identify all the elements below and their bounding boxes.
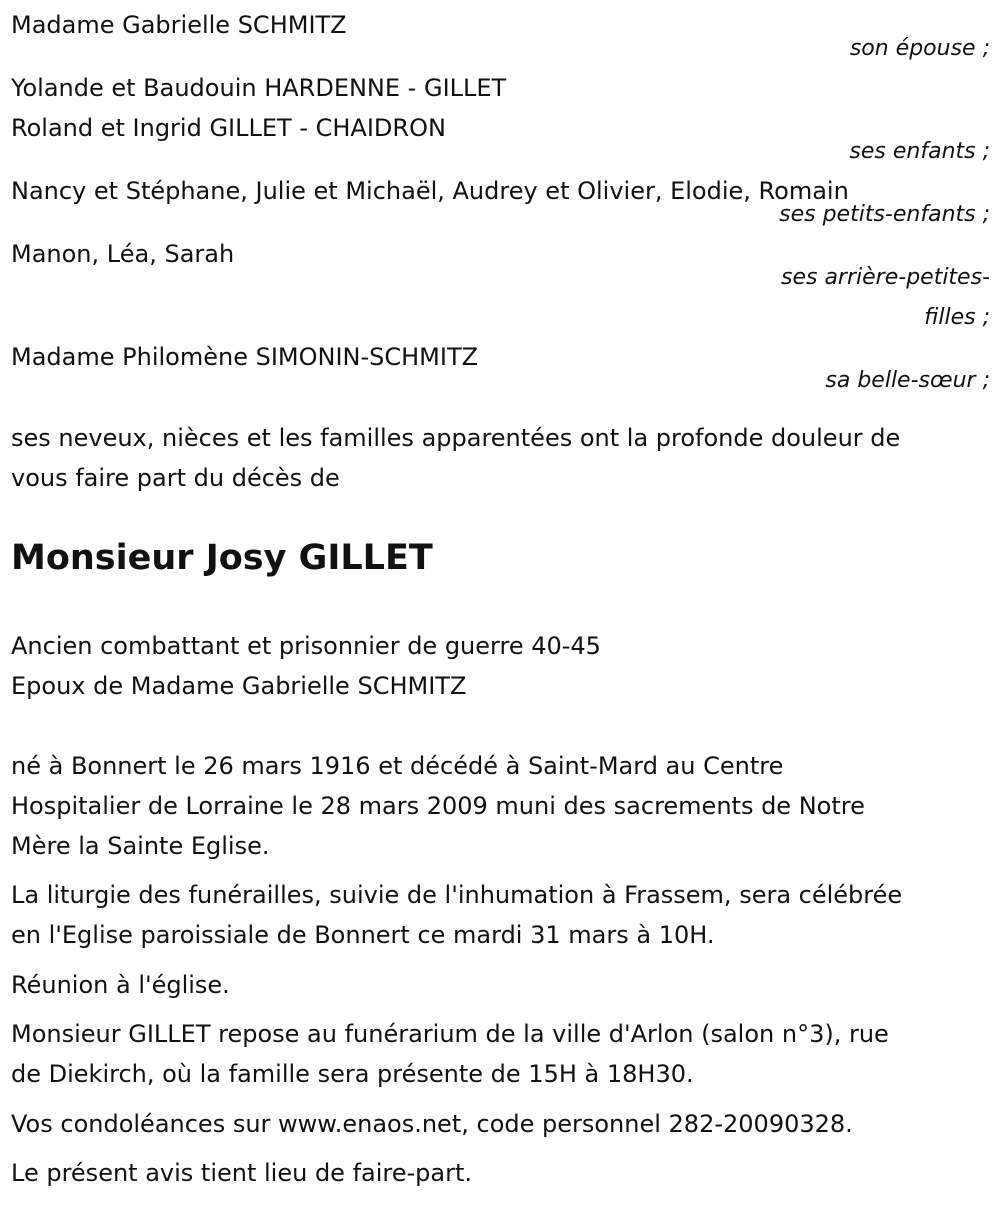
grandchildren-names: Nancy et Stéphane, Julie et Michaël, Audrey et Olivier, Elodie, Romain — [11, 177, 849, 205]
great-grandchildren-role-line2: filles ; — [924, 305, 990, 330]
announcement-line-2: vous faire part du décès de — [11, 464, 340, 492]
reunion-text: Réunion à l'église. — [11, 971, 230, 999]
liturgy-line-2: en l'Eglise paroissiale de Bonnert ce mardi 31 mars à 10H. — [11, 921, 715, 949]
funeral-home-line-1: Monsieur GILLET repose au funérarium de la ville d'Arlon (salon n°3), rue — [11, 1020, 889, 1048]
condolences-text: Vos condoléances sur www.enaos.net, code personnel 282-20090328. — [11, 1110, 853, 1138]
sister-in-law-name: Madame Philomène SIMONIN-SCHMITZ — [11, 343, 479, 371]
grandchildren-role: ses petits-enfants ; — [779, 202, 990, 227]
sister-in-law-role: sa belle-sœur ; — [825, 368, 990, 393]
children-role: ses enfants ; — [849, 139, 990, 164]
deceased-name: Monsieur Josy GILLET — [11, 538, 433, 578]
birth-death-line-3: Mère la Sainte Eglise. — [11, 832, 270, 860]
birth-death-line-1: né à Bonnert le 26 mars 1916 et décédé à Saint-Mard au Centre — [11, 752, 784, 780]
spouse-name: Madame Gabrielle SCHMITZ — [11, 11, 347, 39]
deceased-title-2: Epoux de Madame Gabrielle SCHMITZ — [11, 672, 467, 700]
great-grandchildren-names: Manon, Léa, Sarah — [11, 240, 235, 268]
spouse-role: son épouse ; — [849, 36, 990, 61]
birth-death-line-2: Hospitalier de Lorraine le 28 mars 2009 muni des sacrements de Notre — [11, 792, 865, 820]
liturgy-line-1: La liturgie des funérailles, suivie de l'inhumation à Frassem, sera célébrée — [11, 881, 903, 909]
deceased-title-1: Ancien combattant et prisonnier de guerre 40-45 — [11, 632, 601, 660]
notice-text: Le présent avis tient lieu de faire-part. — [11, 1159, 473, 1187]
great-grandchildren-role-line1: ses arrière-petites- — [781, 265, 990, 290]
child-1: Yolande et Baudouin HARDENNE - GILLET — [11, 74, 507, 102]
announcement-line-1: ses neveux, nièces et les familles apparentées ont la profonde douleur de — [11, 424, 901, 452]
funeral-home-line-2: de Diekirch, où la famille sera présente de 15H à 18H30. — [11, 1060, 694, 1088]
child-2: Roland et Ingrid GILLET - CHAIDRON — [11, 114, 446, 142]
